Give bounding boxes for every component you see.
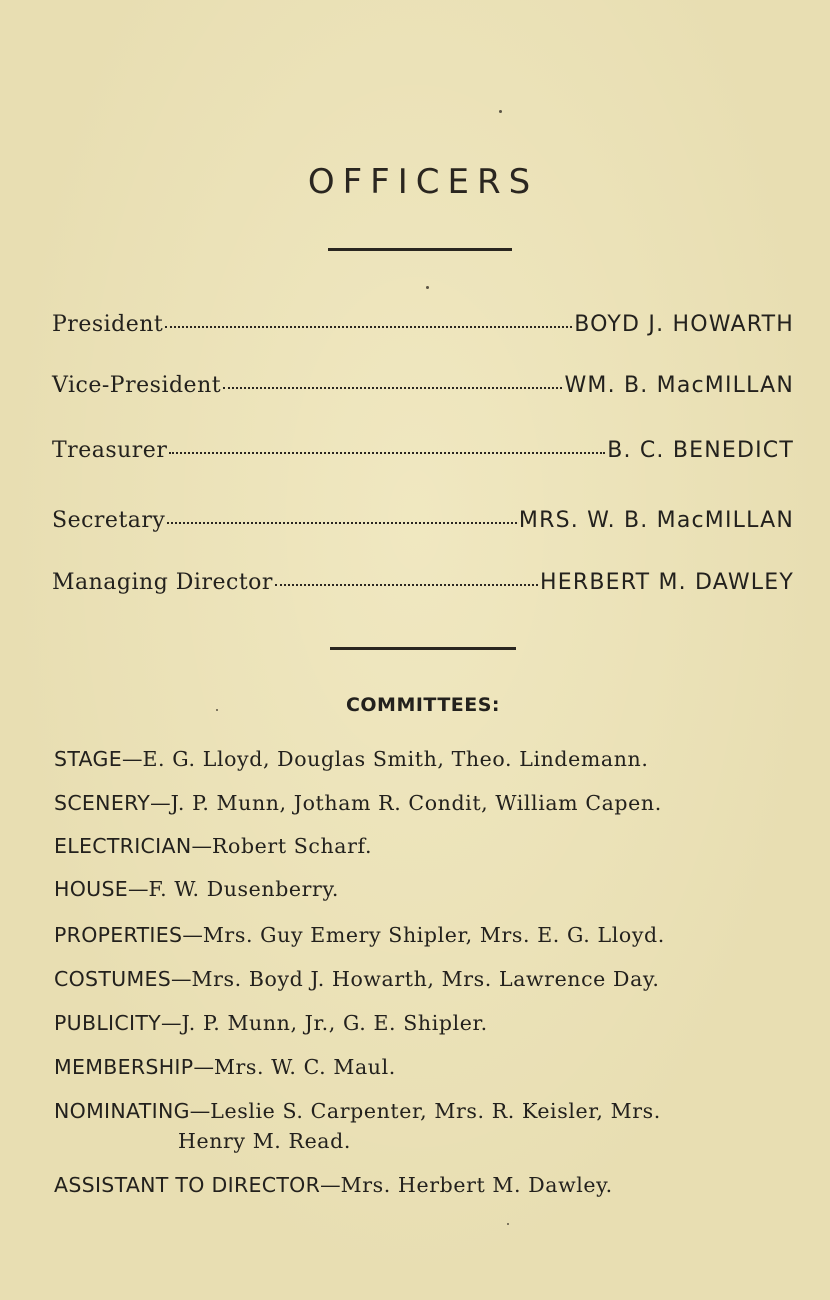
page-title: OFFICERS	[307, 162, 539, 202]
paper-speck	[426, 286, 429, 289]
dot-leader	[165, 326, 572, 328]
committee-costumes	[54, 964, 814, 994]
officer-role: Treasurer	[52, 438, 168, 463]
officer-role: Secretary	[52, 508, 166, 533]
committee-members: J. P. Munn, Jr., G. E. Shipler.	[181, 1011, 488, 1035]
dot-leader	[275, 584, 538, 586]
section-divider	[330, 647, 516, 650]
committee-house	[54, 874, 814, 904]
committee-electrician	[54, 831, 814, 861]
committee-name: ASSISTANT TO DIRECTOR	[54, 1173, 321, 1197]
committee-name: SCENERY	[54, 791, 151, 815]
committee-members: Leslie S. Carpenter, Mrs. R. Keisler, Mrs.	[210, 1099, 661, 1123]
officer-name: MRS. W. B. MacMILLAN	[518, 508, 794, 533]
paper-speck	[507, 1223, 509, 1225]
committee-name: STAGE	[54, 747, 122, 771]
officer-name: B. C. BENEDICT	[607, 438, 794, 463]
committee-name: PUBLICITY	[54, 1011, 162, 1035]
officer-name: WM. B. MacMILLAN	[564, 373, 794, 398]
committee-separator: —	[128, 877, 149, 901]
committee-separator: —	[121, 747, 143, 771]
committee-members: E. G. Lloyd, Douglas Smith, Theo. Lindemann.	[142, 747, 649, 771]
committee-scenery	[54, 788, 814, 818]
committee-name: NOMINATING	[54, 1099, 190, 1123]
officer-role: Managing Director	[52, 570, 273, 595]
committee-members: Mrs. Herbert M. Dawley.	[340, 1173, 613, 1197]
officer-row-vice-president	[52, 371, 794, 401]
committee-members: Robert Scharf.	[211, 834, 373, 858]
dot-leader	[169, 452, 605, 454]
committee-name: COSTUMES	[54, 967, 172, 991]
committee-separator: —	[193, 1055, 214, 1079]
committee-separator: —	[189, 1099, 211, 1123]
title-divider	[328, 248, 512, 251]
committee-name: ELECTRICIAN	[54, 834, 192, 858]
committee-separator: —	[161, 1011, 182, 1035]
committee-name: HOUSE	[54, 877, 129, 901]
committee-properties	[54, 920, 814, 950]
officer-name: HERBERT M. DAWLEY	[540, 570, 794, 595]
committee-publicity	[54, 1008, 814, 1038]
committee-members: Mrs. Boyd J. Howarth, Mrs. Lawrence Day.	[191, 967, 660, 991]
committee-separator: —	[150, 791, 171, 815]
committee-members-continued: Henry M. Read.	[178, 1129, 351, 1153]
officer-role: Vice-President	[52, 373, 222, 398]
committee-membership	[54, 1052, 814, 1082]
committee-members: J. P. Munn, Jotham R. Condit, William Capen.	[170, 791, 662, 815]
dot-leader	[167, 522, 517, 524]
committee-nominating	[54, 1096, 814, 1156]
paper-speck	[499, 110, 502, 113]
officer-row-managing-director	[52, 568, 794, 598]
officer-row-treasurer	[52, 436, 794, 466]
officer-row-president	[52, 310, 794, 340]
committee-assistant-to-director	[54, 1170, 814, 1200]
committees-heading: COMMITTEES:	[345, 694, 501, 716]
committee-separator: —	[191, 834, 212, 858]
committee-members: F. W. Dusenberry.	[148, 877, 340, 901]
officer-row-secretary	[52, 506, 794, 536]
committee-separator: —	[171, 967, 192, 991]
officer-role: President	[52, 312, 164, 337]
committee-separator: —	[320, 1173, 341, 1197]
committee-name: MEMBERSHIP	[54, 1055, 194, 1079]
committee-separator: —	[182, 923, 203, 947]
committee-members: Mrs. Guy Emery Shipler, Mrs. E. G. Lloyd.	[202, 923, 665, 947]
dot-leader	[223, 387, 562, 389]
committee-members: Mrs. W. C. Maul.	[213, 1055, 396, 1079]
committee-stage	[54, 744, 814, 774]
committee-name: PROPERTIES	[54, 923, 183, 947]
officer-name: BOYD J. HOWARTH	[574, 312, 794, 337]
